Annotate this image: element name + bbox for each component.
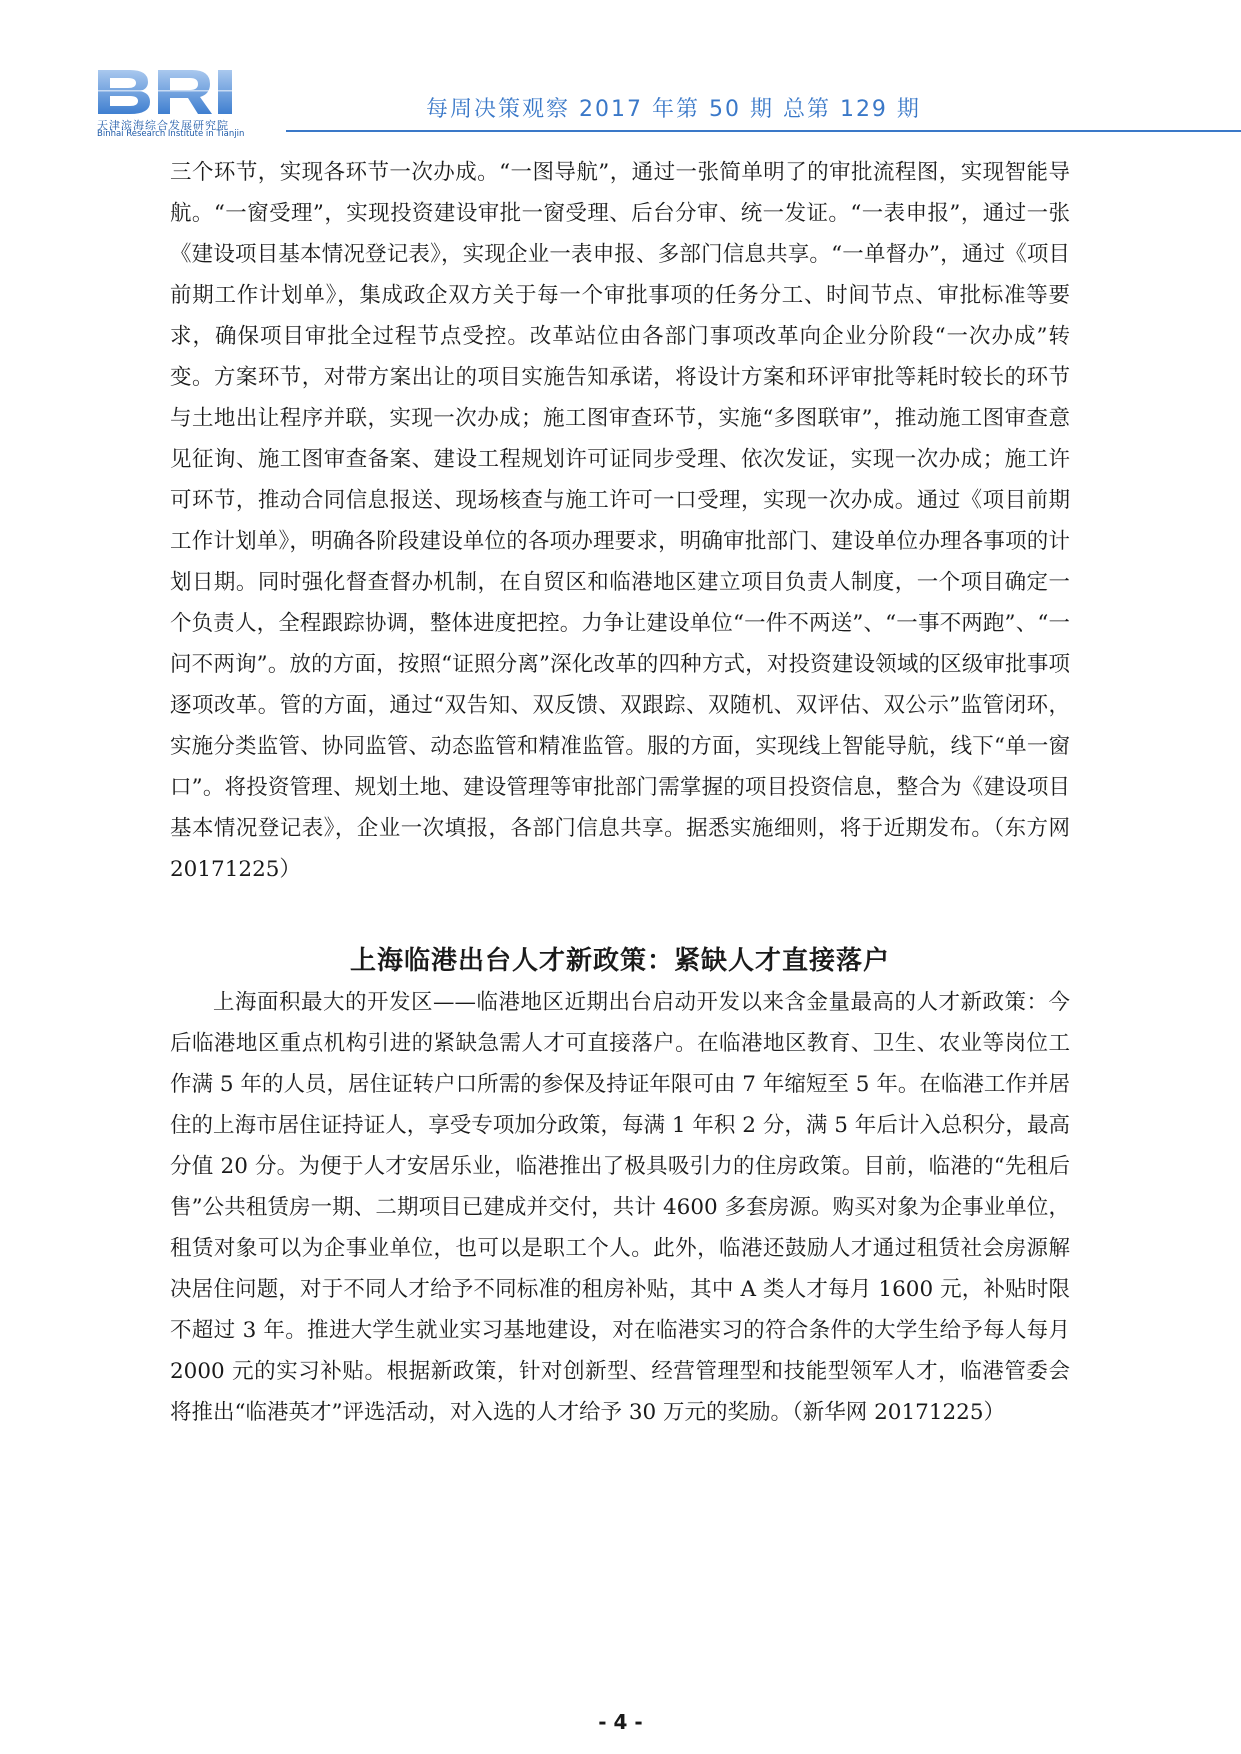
article2-body: 上海面积最大的开发区——临港地区近期出台启动开发以来含金量最高的人才新政策：今后临港地区重点机构引进的紧缺急需人才可直接落户。在临港地区教育、卫生、农业等岗位工作满 5 年的人员，居住证转户口所需的参保及持证年限可由 7 年缩短至 5 年。在临港工作并居住的上海市居住证持证人，享受专项加分政策，每满 1 年积 2 分，满 5 年后计入总积分，最高分值 20 分。为便于人才安居乐业，临港推出了极具吸引力的住房政策。目前，临港的“先租后售”公共租赁房一期、二期项目已建成并交付，共计 4600 多套房源。购买对象为企事业单位，租赁对象可以为企事业单位，也可以是职工个人。此外，临港还鼓励人才通过租赁社会房源解决居住问题，对于不同人才给予不同标准的租房补贴，其中 A 类人才每月 1600 元，补贴时限不超过 3 年。推进大学生就业实习基地建设，对在临港实习的符合条件的大学生给予每人每月 2000 元的实习补贴。根据新政策，针对创新型、经营管理型和技能型领军人才，临港管委会将推出“临港英才”评选活动，对入选的人才给予 30 万元的奖励。（新华网 20171225） <box>170 990 1070 1425</box>
logo-chinese-name: 天津滨海综合发展研究院 <box>97 119 229 132</box>
page-content <box>170 152 1070 1433</box>
publication-title: 每周决策观察 2017 年第 50 期 总第 129 期 <box>426 97 921 122</box>
logo-english-name: Binhai Research Institute in Tianjin <box>97 129 245 139</box>
article2-title: 上海临港出台人才新政策：紧缺人才直接落户 <box>349 946 890 976</box>
bri-logo <box>94 66 284 138</box>
article1-body: 三个环节，实现各环节一次办成。“一图导航”，通过一张简单明了的审批流程图，实现智能导航。“一窗受理”，实现投资建设审批一窗受理、后台分审、统一发证。“一表申报”，通过一张《建设项目基本情况登记表》，实现企业一表申报、多部门信息共享。“一单督办”，通过《项目前期工作计划单》，集成政企双方关于每一个审批事项的任务分工、时间节点、审批标准等要求，确保项目审批全过程节点受控。改革站位由各部门事项改革向企业分阶段“一次办成”转变。方案环节，对带方案出让的项目实施告知承诺，将设计方案和环评审批等耗时较长的环节与土地出让程序并联，实现一次办成；施工图审查环节，实施“多图联审”，推动施工图审查意见征询、施工图审查备案、建设工程规划许可证同步受理、依次发证，实现一次办成；施工许可环节，推动合同信息报送、现场核查与施工许可一口受理，实现一次办成。通过《项目前期工作计划单》，明确各阶段建设单位的各项办理要求，明确审批部门、建设单位办理各事项的计划日期。同时强化督查督办机制，在自贸区和临港地区建立项目负责人制度，一个项目确定一个负责人，全程跟踪协调，整体进度把控。力争让建设单位“一件不两送”、“一事不两跑”、“一问不两询”。放的方面，按照“证照分离”深化改革的四种方式，对投资建设领域的区级审批事项逐项改革。管的方面，通过“双告知、双反馈、双跟踪、双随机、双评估、双公示”监管闭环，实施分类监管、协同监管、动态监管和精准监管。服的方面，实现线上智能导航，线下“单一窗口”。将投资管理、规划土地、建设管理等审批部门需掌握的项目投资信息，整合为《建设项目基本情况登记表》，企业一次填报，各部门信息共享。据悉实施细则，将于近期发布。（东方网 20171225） <box>170 160 1070 882</box>
page-header <box>0 0 1241 140</box>
page-number: - 4 - <box>598 1710 643 1734</box>
header-divider <box>286 130 1241 132</box>
bri-logo-mark <box>94 66 264 116</box>
